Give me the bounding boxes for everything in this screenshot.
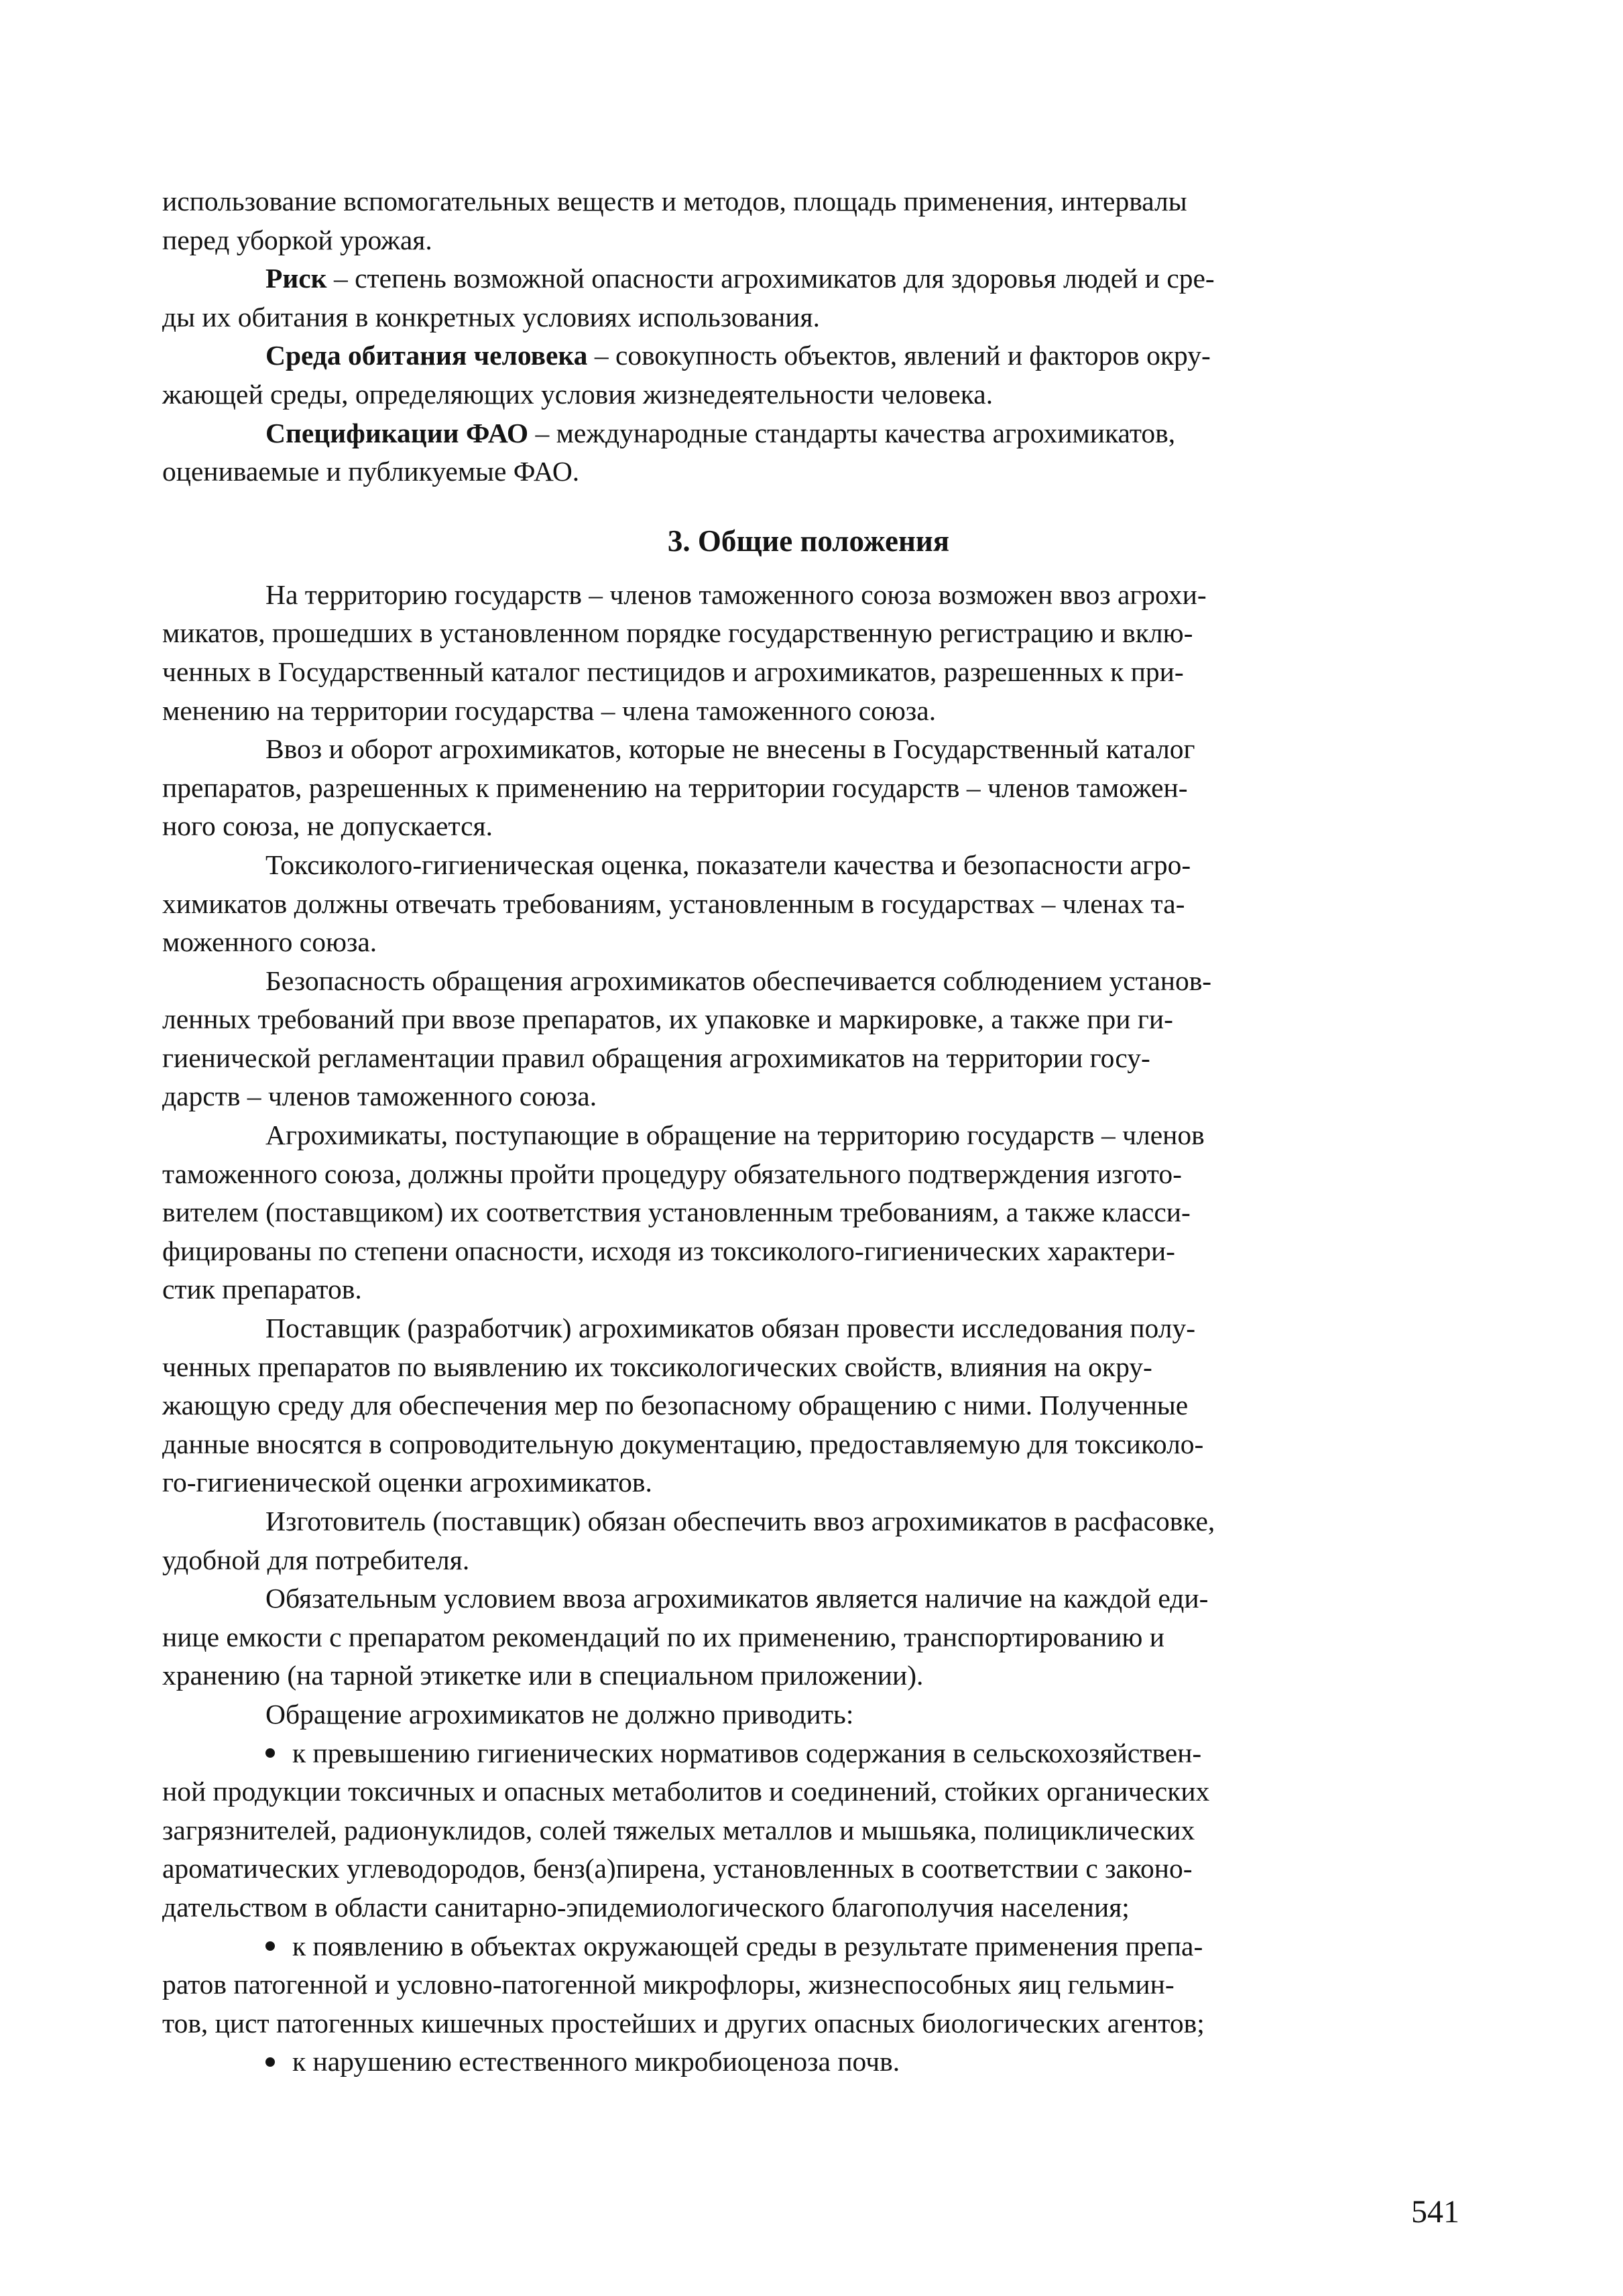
page-body-text [162,182,1455,2081]
paragraph-line: Безопасность обращения агрохимикатов обеспечивается соблюдением установ- [265,965,1212,996]
bullet-item [162,1734,1455,1927]
paragraph-line: Ввоз и оборот агрохимикатов, которые не внесены в Государственный каталог [265,733,1195,765]
definition-risk: Риск – степень возможной опасности агрохимикатов для здоровья людей и сре- ды их обитания в конкретных условиях использования. [162,263,1215,333]
body-paragraph [162,962,1455,1116]
paragraph-line: Обращение агрохимикатов не должно приводить: [265,1698,854,1730]
paragraph-line: Токсиколого-гигиеническая оценка, показатели качества и безопасности агро- [265,849,1191,880]
body-paragraph [162,846,1455,962]
paragraph-line: менению на территории государства – члена таможенного союза. [162,694,937,726]
bullet-dot-icon [265,1748,275,1758]
paragraph-line: ного союза, не допускается. [162,810,493,842]
bullet-line: к превышению гигиенических нормативов содержания в сельскохозяйствен- [292,1737,1202,1768]
body-paragraph [162,1502,1455,1579]
definition-term: Спецификации ФАО [265,417,529,448]
paragraph-line: ленных требований при ввозе препаратов, их упаковке и маркировке, а также при ги- [162,1004,1173,1035]
paragraph-line: гиенической регламентации правил обращения агрохимикатов на территории госу- [162,1042,1150,1073]
paragraph-line: данные вносятся в сопроводительную документацию, предоставляемую для токсиколо- [162,1428,1204,1459]
bullet-line: загрязнителей, радионуклидов, солей тяжелых металлов и мышьяка, полициклических [162,1814,1195,1846]
body-paragraph [162,1695,1455,1734]
paragraph-line: препаратов, разрешенных к применению на территории государств – членов таможен- [162,772,1188,803]
paragraph-line: ченных препаратов по выявлению их токсикологических свойств, влияния на окру- [162,1351,1152,1382]
paragraph-line: На территорию государств – членов таможенного союза возможен ввоз агрохи- [265,579,1207,610]
paragraph-line: химикатов должны отвечать требованиям, установленным в государствах – членах та- [162,888,1185,919]
paragraph-line: Обязательным условием ввоза агрохимикатов является наличие на каждой еди- [265,1583,1209,1614]
definition-fao-specifications: Спецификации ФАО – международные стандарты качества агрохимикатов, оцениваемые и публикуемые ФАО. [162,417,1176,487]
paragraph-line: ченных в Государственный каталог пестицидов и агрохимикатов, разрешенных к при- [162,656,1184,687]
continuation-paragraph: использование вспомогательных веществ и методов, площадь применения, интервалы перед уборкой урожая. [162,186,1187,255]
bullet-line: к нарушению естественного микробиоценоза почв. [292,2046,900,2077]
bullet-item [162,2043,1455,2081]
bullet-dot-icon [265,1941,275,1951]
body-paragraph [162,1579,1455,1695]
paragraph-line: таможенного союза, должны пройти процедуру обязательного подтверждения изгото- [162,1158,1182,1189]
section-paragraphs [162,576,1455,1734]
section-heading: 3. Общие положения [667,524,950,558]
paragraph-line: Поставщик (разработчик) агрохимикатов обязан провести исследования полу- [265,1313,1196,1344]
page-number: 541 [1411,2194,1459,2230]
paragraph-line: го-гигиенической оценки агрохимикатов. [162,1467,652,1498]
paragraph-line: жающую среду для обеспечения мер по безопасному обращению с ними. Полученные [162,1390,1189,1421]
paragraph-line: удобной для потребителя. [162,1544,470,1575]
body-paragraph [162,576,1455,730]
definition-term: Среда обитания человека [265,340,588,371]
paragraph-line: фицированы по степени опасности, исходя из токсиколого-гигиенических характери- [162,1235,1176,1266]
paragraph-line: микатов, прошедших в установленном порядке государственную регистрацию и вклю- [162,617,1193,649]
bullet-item [162,1927,1455,2043]
paragraph-line: дарств – членов таможенного союза. [162,1081,597,1112]
bullet-line: тов, цист патогенных кишечных простейших и других опасных биологических агентов; [162,2007,1205,2039]
body-paragraph [162,1309,1455,1502]
paragraph-line: Агрохимикаты, поступающие в обращение на территорию государств – членов [265,1120,1205,1151]
body-paragraph [162,730,1455,846]
bullet-line: ароматических углеводородов, бенз(а)пирена, установленных в соответствии с законо- [162,1853,1193,1884]
bullet-line: к появлению в объектах окружающей среды в результате применения препа- [292,1930,1203,1961]
paragraph-line: Изготовитель (поставщик) обязан обеспечить ввоз агрохимикатов в расфасовке, [265,1506,1215,1536]
paragraph-line: вителем (поставщиком) их соответствия установленным требованиям, а также класси- [162,1197,1191,1228]
bullet-list [162,1734,1455,2081]
paragraph-line: хранению (на тарной этикетке или в специальном приложении). [162,1660,924,1691]
paragraph-line: моженного союза. [162,926,377,958]
bullet-dot-icon [265,2057,275,2067]
bullet-line: ной продукции токсичных и опасных метаболитов и соединений, стойких органических [162,1776,1210,1807]
bullet-line: дательством в области санитарно-эпидемиологического благополучия населения; [162,1891,1130,1923]
body-paragraph [162,1116,1455,1309]
bullet-line: ратов патогенной и условно-патогенной микрофлоры, жизнеспособных яиц гельмин- [162,1969,1175,2000]
paragraph-line: стик препаратов. [162,1274,362,1305]
paragraph-line: нице емкости с препаратом рекомендаций по их применению, транспортированию и [162,1621,1165,1652]
definition-human-habitat: Среда обитания человека – совокупность объектов, явлений и факторов окру- жающей среды, определяющих условия жизнедеятельности человека. [162,340,1211,410]
definition-term: Риск [265,263,327,294]
